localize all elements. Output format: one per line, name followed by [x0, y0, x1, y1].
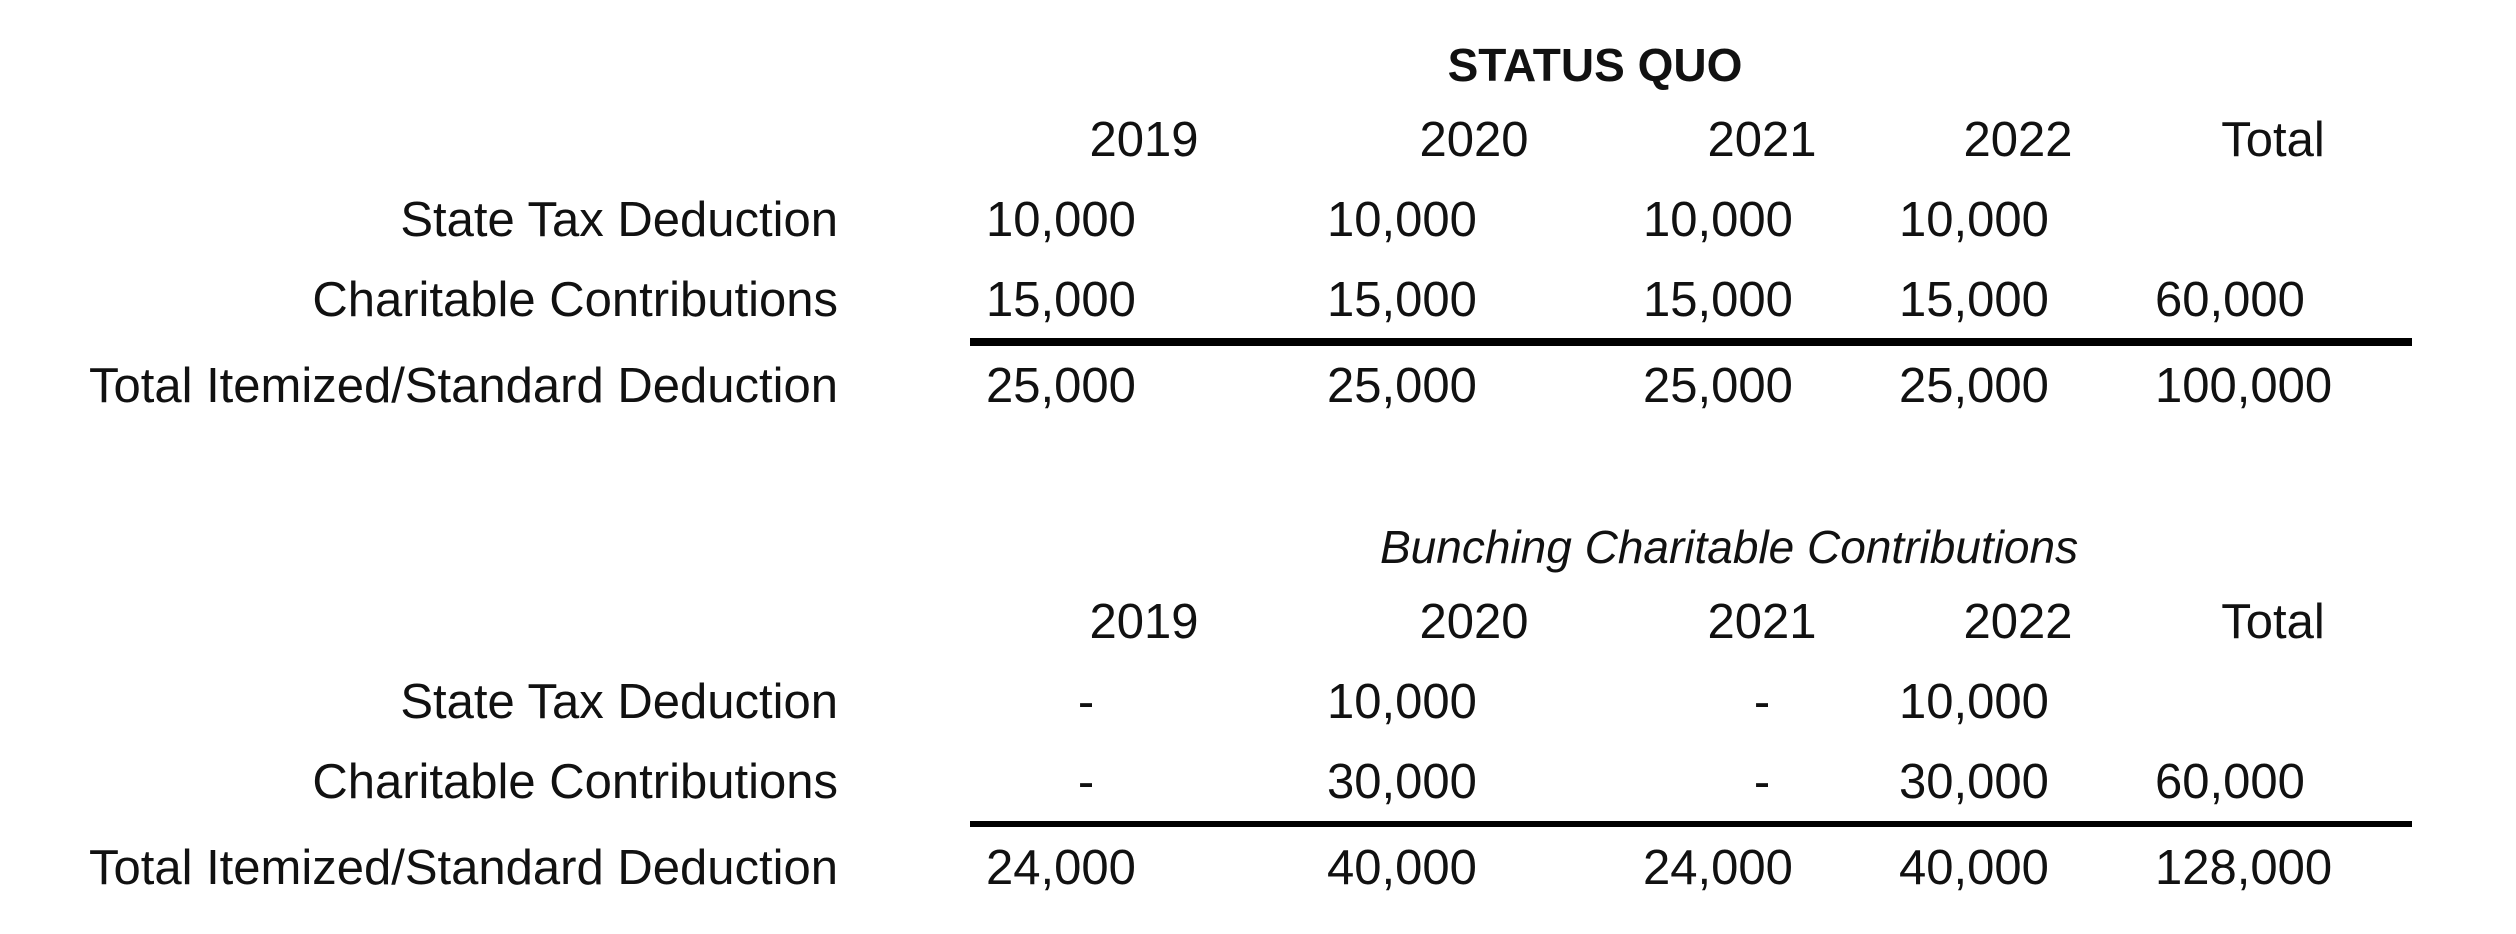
cell-total-2022: 25,000: [1899, 359, 2049, 413]
cell-total-2020: 40,000: [1327, 841, 1477, 895]
header-2021: 2021: [1707, 595, 1817, 649]
cell-state-tax-2020: 10,000: [1327, 193, 1477, 247]
cell-charitable-2020: 15,000: [1327, 273, 1477, 327]
cell-charitable-2019: 15,000: [986, 273, 1136, 327]
cell-charitable-total: 60,000: [2155, 755, 2305, 809]
total-divider-line: [970, 338, 2412, 346]
cell-total-2020: 25,000: [1327, 359, 1477, 413]
bunching-title: Bunching Charitable Contributions: [1380, 521, 2079, 573]
status-quo-title: STATUS QUO: [1447, 39, 1743, 91]
cell-total-2019: 24,000: [986, 841, 1136, 895]
cell-charitable-total: 60,000: [2155, 273, 2305, 327]
cell-charitable-2021: 15,000: [1643, 273, 1793, 327]
row-label-state-tax-deduction: State Tax Deduction: [400, 675, 838, 729]
cell-total-2022: 40,000: [1899, 841, 2049, 895]
cell-state-tax-2019: -: [1077, 675, 1095, 729]
header-2019: 2019: [1089, 113, 1199, 167]
cell-charitable-2022: 30,000: [1899, 755, 2049, 809]
cell-total-2019: 25,000: [986, 359, 1136, 413]
header-2022: 2022: [1963, 113, 2073, 167]
cell-state-tax-2021: 10,000: [1643, 193, 1793, 247]
cell-charitable-2019: -: [1077, 755, 1095, 809]
cell-total-total: 100,000: [2155, 359, 2333, 413]
row-label-total-deduction: Total Itemized/Standard Deduction: [88, 359, 838, 413]
header-2020: 2020: [1419, 595, 1529, 649]
cell-total-2021: 24,000: [1643, 841, 1793, 895]
total-divider-line: [970, 821, 2412, 827]
header-2021: 2021: [1707, 113, 1817, 167]
cell-state-tax-2021: -: [1753, 675, 1771, 729]
cell-total-2021: 25,000: [1643, 359, 1793, 413]
cell-state-tax-2022: 10,000: [1899, 675, 2049, 729]
row-label-charitable-contributions: Charitable Contributions: [312, 273, 838, 327]
header-2020: 2020: [1419, 113, 1529, 167]
row-label-total-deduction: Total Itemized/Standard Deduction: [88, 841, 838, 895]
cell-charitable-2022: 15,000: [1899, 273, 2049, 327]
cell-state-tax-2020: 10,000: [1327, 675, 1477, 729]
cell-charitable-2020: 30,000: [1327, 755, 1477, 809]
header-total: Total: [2221, 113, 2325, 167]
cell-charitable-2021: -: [1753, 755, 1771, 809]
header-total: Total: [2221, 595, 2325, 649]
header-2019: 2019: [1089, 595, 1199, 649]
cell-state-tax-2019: 10,000: [986, 193, 1136, 247]
row-label-charitable-contributions: Charitable Contributions: [312, 755, 838, 809]
cell-state-tax-2022: 10,000: [1899, 193, 2049, 247]
cell-total-total: 128,000: [2155, 841, 2333, 895]
row-label-state-tax-deduction: State Tax Deduction: [400, 193, 838, 247]
header-2022: 2022: [1963, 595, 2073, 649]
